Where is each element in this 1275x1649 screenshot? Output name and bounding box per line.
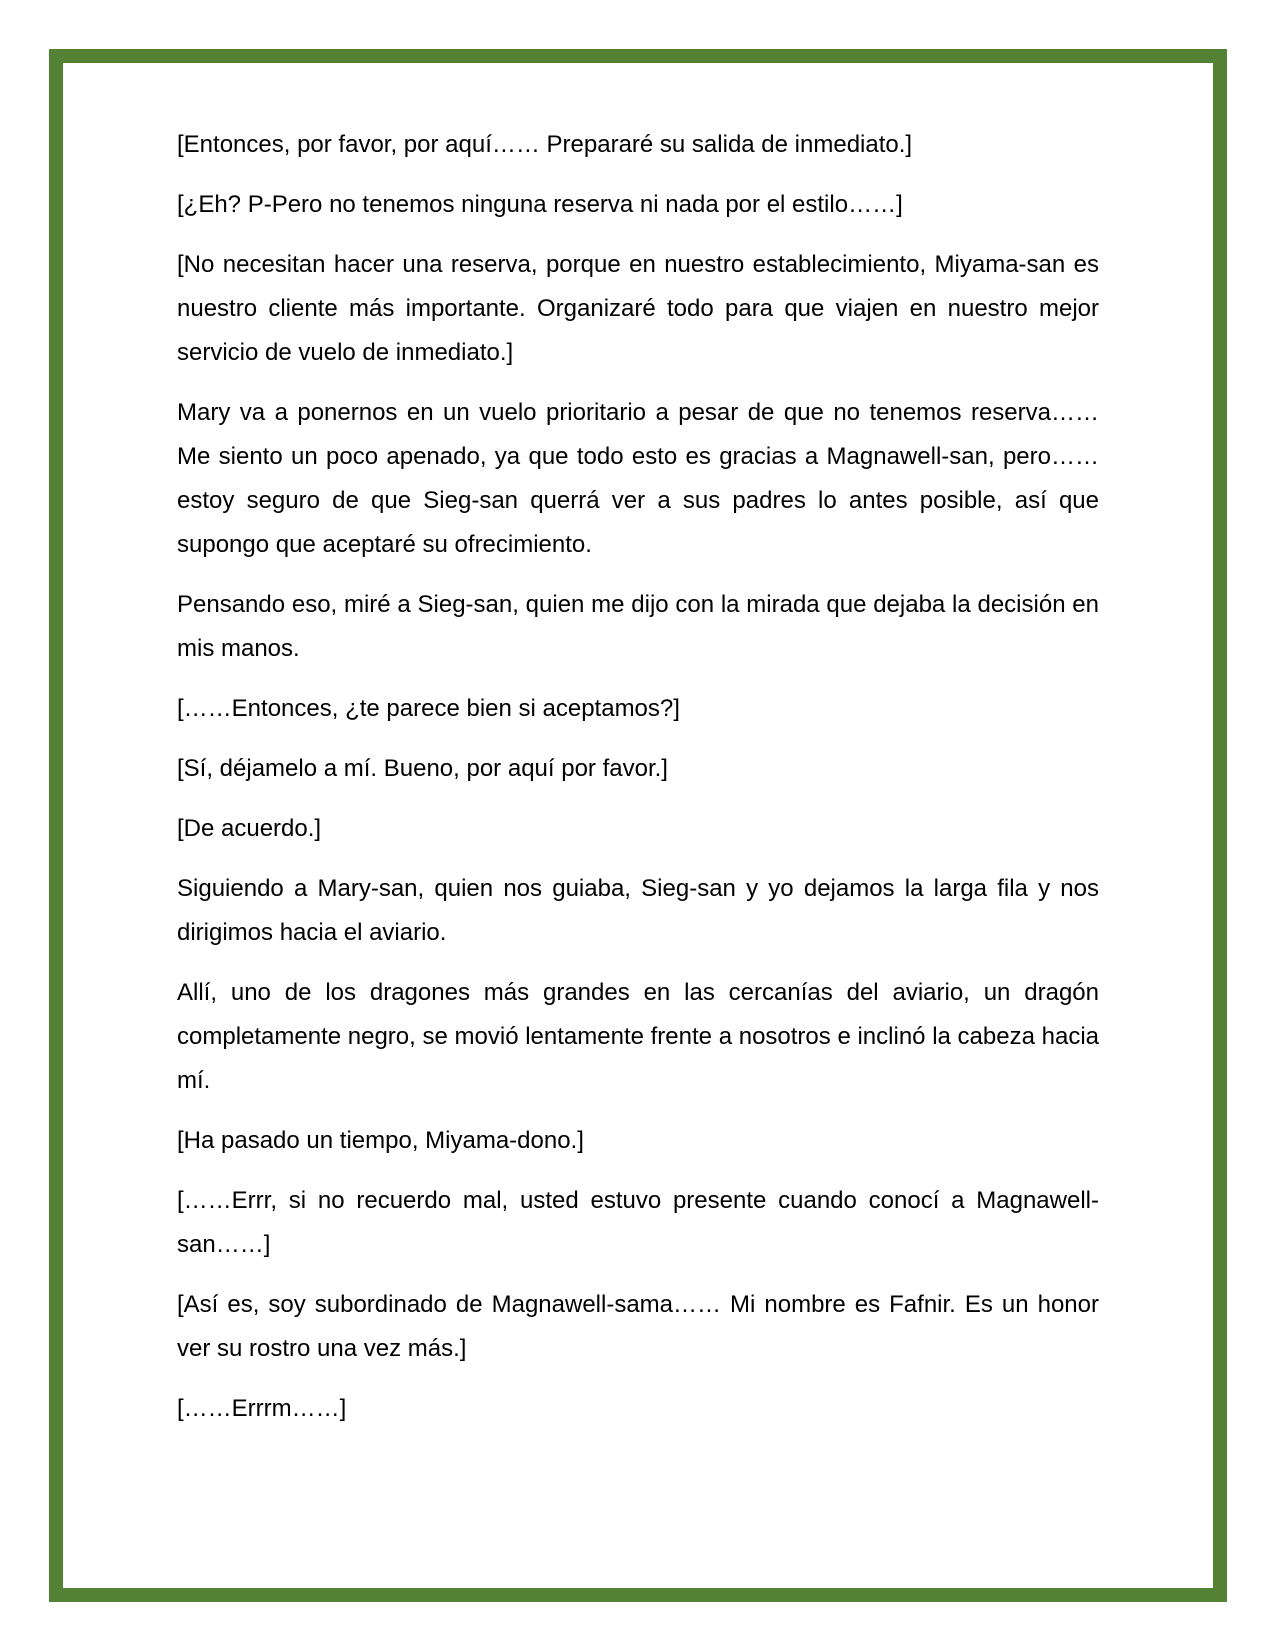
document-body [177, 123, 1099, 1447]
paragraph: [……Errr, si no recuerdo mal, usted estuvo presente cuando conocí a Magnawell-san……] [177, 1187, 1099, 1258]
paragraph: [……Entonces, ¿te parece bien si aceptamos?] [177, 695, 680, 722]
paragraph: [De acuerdo.] [177, 815, 322, 842]
paragraph: Mary va a ponernos en un vuelo prioritario a pesar de que no tenemos reserva…… Me siento un poco apenado, ya que todo esto es gracias a Magnawell-san, pero…… estoy seguro de que Sieg-san querrá ver a sus padres lo antes posible, así que supongo que aceptaré su ofrecimiento. [177, 399, 1099, 558]
paragraph: [¿Eh? P-Pero no tenemos ninguna reserva ni nada por el estilo……] [177, 191, 903, 218]
paragraph: [……Errrm……] [177, 1395, 347, 1422]
paragraph: [Sí, déjamelo a mí. Bueno, por aquí por favor.] [177, 755, 668, 782]
paragraph: [Así es, soy subordinado de Magnawell-sama…… Mi nombre es Fafnir. Es un honor ver su rostro una vez más.] [177, 1291, 1099, 1362]
paragraph: Pensando eso, miré a Sieg-san, quien me dijo con la mirada que dejaba la decisión en mis manos. [177, 591, 1099, 662]
paragraph: Allí, uno de los dragones más grandes en las cercanías del aviario, un dragón completamente negro, se movió lentamente frente a nosotros e inclinó la cabeza hacia mí. [177, 979, 1099, 1094]
paragraph: [Entonces, por favor, por aquí…… Prepararé su salida de inmediato.] [177, 131, 913, 158]
paragraph: [Ha pasado un tiempo, Miyama-dono.] [177, 1127, 584, 1154]
paragraph: Siguiendo a Mary-san, quien nos guiaba, Sieg-san y yo dejamos la larga fila y nos dirigimos hacia el aviario. [177, 875, 1099, 946]
paragraph: [No necesitan hacer una reserva, porque en nuestro establecimiento, Miyama-san es nuestro cliente más importante. Organizaré todo para que viajen en nuestro mejor servicio de vuelo de inmediato.] [177, 251, 1099, 366]
